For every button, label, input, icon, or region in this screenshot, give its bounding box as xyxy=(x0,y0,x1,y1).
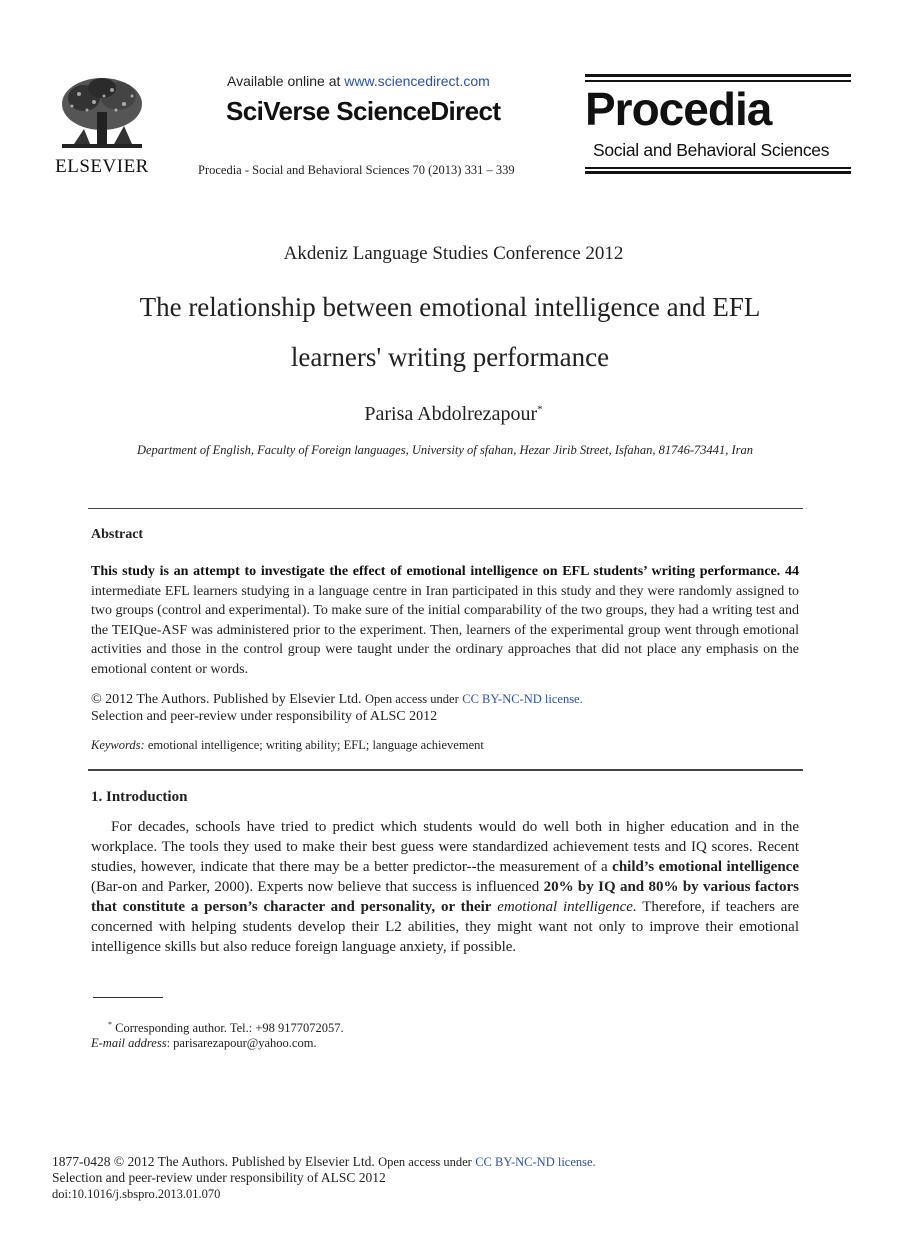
intro-bold-2: 20% by IQ and 80% by various factors that constitute a person’s character and personality, or their xyxy=(91,879,800,915)
sciencedirect-link[interactable]: www.sciencedirect.com xyxy=(344,73,490,89)
abstract-bottom-rule xyxy=(88,769,803,771)
intro-italic: emotional intelligence. xyxy=(497,899,637,915)
procedia-logo xyxy=(585,74,851,174)
keywords-label: Keywords: xyxy=(91,738,145,752)
platform-logo: SciVerse ScienceDirect xyxy=(226,96,501,126)
footnote-rule xyxy=(93,997,163,998)
intro-text-2: (Bar-on and Parker, 2000). Experts now believe that success is influenced xyxy=(91,879,544,895)
footer-doi[interactable]: doi:10.1016/j.sbspro.2013.01.070 xyxy=(52,1187,221,1201)
elsevier-logo xyxy=(54,74,150,177)
availability-line xyxy=(227,73,490,89)
article-title xyxy=(100,282,800,382)
page-footer xyxy=(52,1154,596,1202)
affiliation: Department of English, Faculty of Foreign languages, University of sfahan, Hezar Jirib Street, Isfahan, 81746-73441, Iran xyxy=(136,443,754,457)
intro-text-3: Therefore, if teachers are concerned with helping students develop their L2 abilities, they might want not only to improve their emotional intelligence skills but also reduce foreign language anxiety, if possible. xyxy=(91,899,799,955)
intro-text-1: For decades, schools have tried to predict which students would do well both in higher education and in the workplace. The tools they used to make their best guess were standardized achievement tests and IQ scores. Recent studies, however, indicate that there may be a better predictor--the measurement of a xyxy=(91,819,799,875)
footer-issn-copyright: 1877-0428 © 2012 The Authors. Published by Elsevier Ltd. xyxy=(52,1154,375,1169)
logo-rule-bottom-thin xyxy=(585,167,851,169)
logo-rule-top xyxy=(585,74,851,77)
logo-rule-top-thin xyxy=(585,80,851,82)
email-label: E-mail address xyxy=(91,1036,167,1050)
abstract-top-rule xyxy=(88,508,803,509)
footnote-email xyxy=(91,1036,317,1051)
procedia-title: Procedia xyxy=(585,83,772,135)
author-name: Parisa Abdolrezapour xyxy=(364,403,538,425)
abstract-heading: Abstract xyxy=(91,527,144,542)
footnote-corresponding xyxy=(108,1020,344,1036)
author-footnote-mark[interactable]: * xyxy=(537,403,543,416)
footer-license-link[interactable]: CC BY-NC-ND license. xyxy=(475,1155,596,1169)
abstract-first-line: This study is an attempt to investigate the effect of emotional intelligence on EFL students’ writing performance. 44 xyxy=(91,564,799,579)
available-prefix: Available online at xyxy=(227,73,345,89)
copyright-block xyxy=(91,691,583,725)
logo-rule-bottom xyxy=(585,171,851,174)
copyright-text: © 2012 The Authors. Published by Elsevier Ltd. xyxy=(91,692,362,707)
corresponding-author: Corresponding author. Tel.: +98 9177072057. xyxy=(115,1021,344,1036)
intro-bold-1: child’s emotional intelligence xyxy=(612,859,799,875)
open-access-text: Open access under xyxy=(365,692,459,706)
keywords-list: emotional intelligence; writing ability; EFL; language achievement xyxy=(147,738,484,752)
elsevier-tree-icon xyxy=(54,74,150,154)
author-line xyxy=(0,403,907,426)
procedia-subtitle: Social and Behavioral Sciences xyxy=(593,140,830,160)
abstract-body: intermediate EFL learners studying in a language centre in Iran participated in this study and they were randomly assigned to two groups (control and experimental). To make sure of the initial comparability of the two groups, they had a writing test and the TEIQue-ASF was administered prior to the experiment. Then, learners of the experimental group went through emotional activities and those in the control group were taught under the ordinary approaches that did not place any emphasis on the emotional content or words. xyxy=(91,583,799,677)
license-link[interactable]: CC BY-NC-ND license. xyxy=(462,692,583,706)
keywords-line xyxy=(91,738,484,753)
peer-review-text: Selection and peer-review under responsibility of ALSC 2012 xyxy=(91,709,438,724)
email-address[interactable]: : parisarezapour@yahoo.com. xyxy=(166,1036,317,1050)
title-line-2: learners' writing performance xyxy=(290,342,610,372)
footer-open-access: Open access under xyxy=(378,1155,472,1169)
journal-reference: Procedia - Social and Behavioral Sciences 70 (2013) 331 – 339 xyxy=(198,163,515,177)
section-heading-introduction: 1. Introduction xyxy=(91,789,188,805)
abstract-text xyxy=(91,562,799,680)
title-line-1: The relationship between emotional intelligence and EFL xyxy=(139,292,761,322)
introduction-paragraph xyxy=(91,817,799,957)
footnote-mark: * xyxy=(108,1020,112,1029)
conference-name: Akdeniz Language Studies Conference 2012 xyxy=(283,243,624,264)
elsevier-wordmark: ELSEVIER xyxy=(55,156,149,177)
footer-peer-review: Selection and peer-review under responsibility of ALSC 2012 xyxy=(52,1170,386,1185)
